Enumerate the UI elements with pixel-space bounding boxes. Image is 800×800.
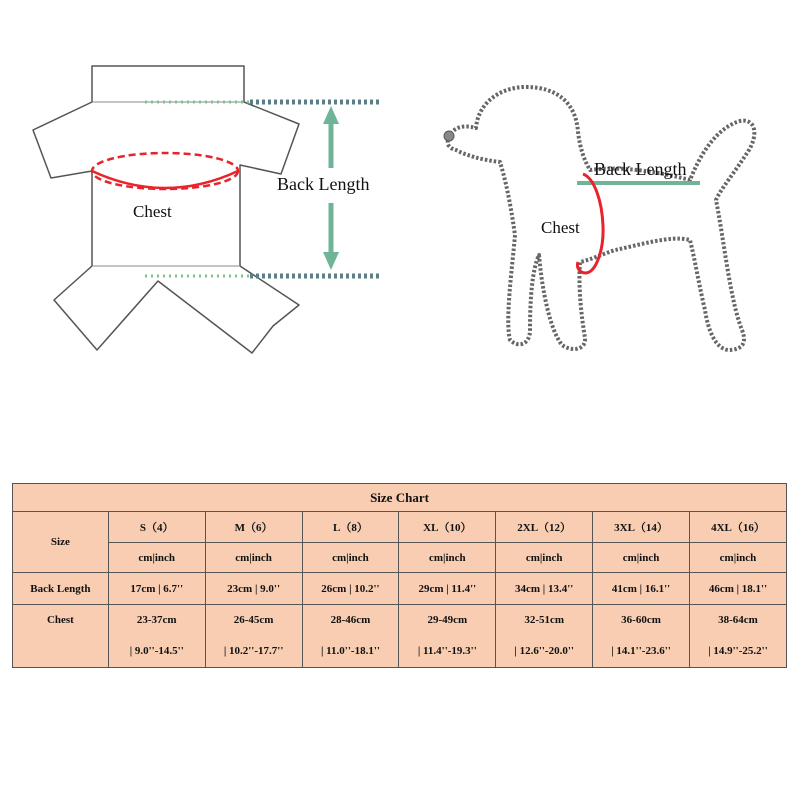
unit-label: cm|inch bbox=[593, 543, 690, 573]
dog-chest-label: Chest bbox=[541, 218, 580, 237]
size-chart-title: Size Chart bbox=[13, 484, 787, 512]
size-chart-table bbox=[12, 483, 787, 668]
garment-illustration bbox=[33, 66, 382, 353]
size-m: M（6） bbox=[205, 512, 302, 543]
chest-value bbox=[399, 605, 496, 668]
size-3xl: 3XL（14） bbox=[593, 512, 690, 543]
chest-inch: | 11.0''-18.1'' bbox=[320, 645, 380, 657]
chest-cm: 32-51cm bbox=[524, 614, 565, 626]
chest-cm: 38-64cm bbox=[718, 614, 758, 626]
arrow-up-icon bbox=[323, 106, 339, 124]
chest-value bbox=[302, 605, 399, 668]
chest-inch: | 9.0''-14.5'' bbox=[129, 645, 184, 657]
dog-back-length-label: Back Length bbox=[594, 159, 687, 179]
chest-cm: 26-45cm bbox=[233, 614, 274, 626]
unit-label: cm|inch bbox=[302, 543, 399, 573]
size-s: S（4） bbox=[108, 512, 205, 543]
chest-value bbox=[496, 605, 593, 668]
chest-inch: | 10.2''-17.7'' bbox=[223, 645, 284, 657]
chest-row-label: Chest bbox=[13, 605, 109, 668]
back-length-value: 23cm | 9.0'' bbox=[205, 573, 302, 605]
chest-cm: 36-60cm bbox=[621, 614, 661, 626]
size-l: L（8） bbox=[302, 512, 399, 543]
chest-value bbox=[689, 605, 786, 668]
back-length-value: 46cm | 18.1'' bbox=[689, 573, 786, 605]
back-length-value: 29cm | 11.4'' bbox=[399, 573, 496, 605]
garment-chest-label: Chest bbox=[133, 202, 172, 221]
chest-cm: 28-46cm bbox=[330, 614, 371, 626]
dog-chain-outline bbox=[448, 87, 755, 350]
size-4xl: 4XL（16） bbox=[689, 512, 786, 543]
chest-value bbox=[108, 605, 205, 668]
back-length-value: 41cm | 16.1'' bbox=[593, 573, 690, 605]
chest-inch: | 11.4''-19.3'' bbox=[417, 645, 477, 657]
chest-inch: | 12.6''-20.0'' bbox=[514, 645, 574, 657]
garment-back-length-label: Back Length bbox=[277, 174, 370, 194]
dog-nose-icon bbox=[444, 131, 454, 141]
dog-illustration bbox=[444, 87, 754, 350]
unit-label: cm|inch bbox=[108, 543, 205, 573]
unit-label: cm|inch bbox=[399, 543, 496, 573]
chest-inch: | 14.9''-25.2'' bbox=[708, 645, 768, 657]
chest-cm: 29-49cm bbox=[427, 614, 468, 626]
back-length-value: 17cm | 6.7'' bbox=[108, 573, 205, 605]
chest-value bbox=[593, 605, 690, 668]
back-length-value: 34cm | 13.4'' bbox=[496, 573, 593, 605]
size-2xl: 2XL（12） bbox=[496, 512, 593, 543]
back-length-value: 26cm | 10.2'' bbox=[302, 573, 399, 605]
chest-cm: 23-37cm bbox=[136, 614, 177, 626]
arrow-down-icon bbox=[323, 252, 339, 270]
size-xl: XL（10） bbox=[399, 512, 496, 543]
unit-label: cm|inch bbox=[496, 543, 593, 573]
back-length-row-label: Back Length bbox=[13, 573, 109, 605]
chest-inch: | 14.1''-23.6'' bbox=[611, 645, 671, 657]
size-header: Size bbox=[13, 512, 109, 573]
unit-label: cm|inch bbox=[205, 543, 302, 573]
unit-label: cm|inch bbox=[689, 543, 786, 573]
chest-value bbox=[205, 605, 302, 668]
